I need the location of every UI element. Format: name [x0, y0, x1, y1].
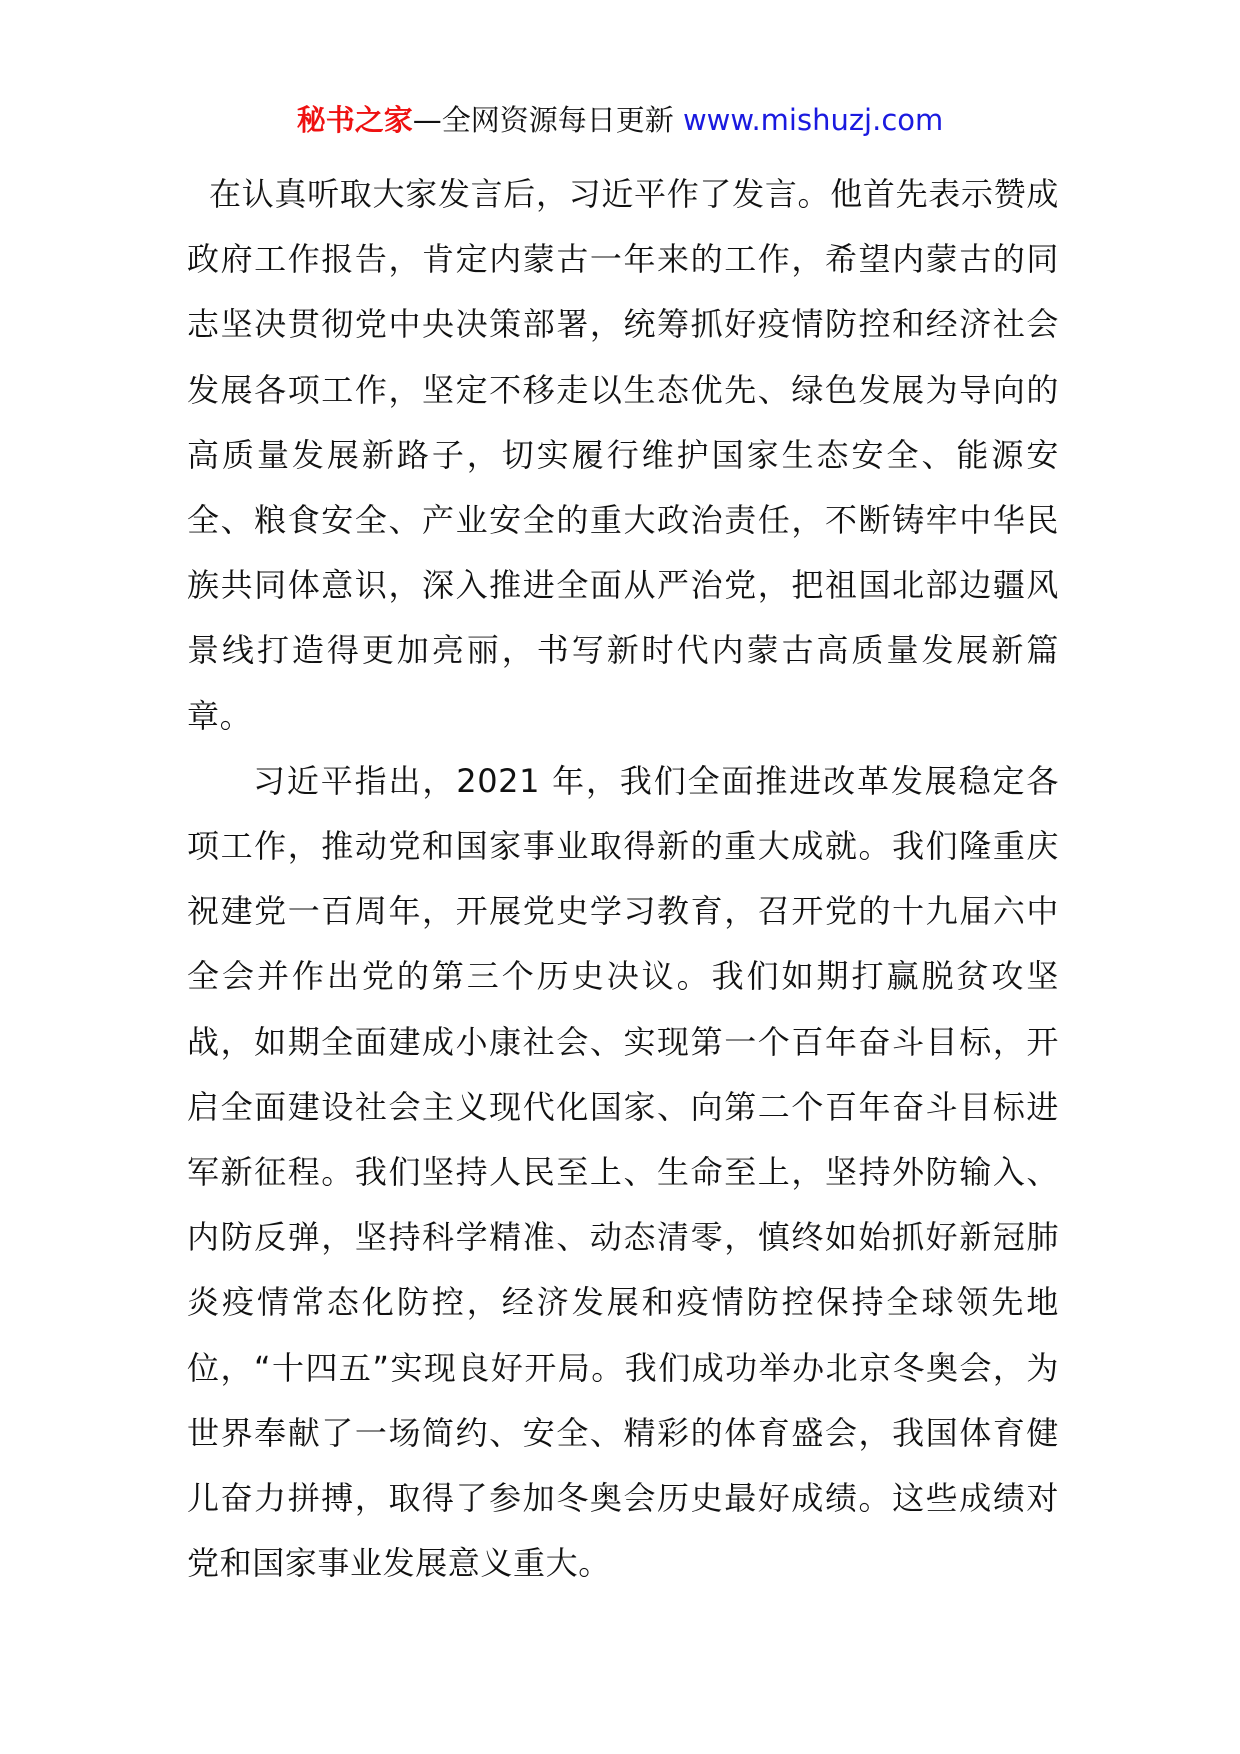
- website-link[interactable]: www.mishuzj.com: [682, 103, 944, 137]
- paragraph-1: 在认真听取大家发言后，习近平作了发言。他首先表示赞成政府工作报告，肯定内蒙古一年来的工作，希望内蒙古的同志坚决贯彻党中央决策部署，统筹抓好疫情防控和经济社会发展各项工作，坚定不移走以生态优先、绿色发展为导向的高质量发展新路子，切实履行维护国家生态安全、能源安全、粮食安全、产业安全的重大政治责任，不断铸牢中华民族共同体意识，深入推进全面从严治党，把祖国北部边疆风景线打造得更加亮丽，书写新时代内蒙古高质量发展新篇章。: [187, 175, 1059, 735]
- document-body: [187, 162, 1059, 1596]
- brand-name: 秘书之家: [296, 103, 413, 137]
- page-header: [0, 100, 1240, 140]
- paragraph-2: 习近平指出，2021 年，我们全面推进改革发展稳定各项工作，推动党和国家事业取得新的重大成就。我们隆重庆祝建党一百周年，开展党史学习教育，召开党的十九届六中全会并作出党的第三个历史决议。我们如期打赢脱贫攻坚战，如期全面建成小康社会、实现第一个百年奋斗目标，开启全面建设社会主义现代化国家、向第二个百年奋斗目标进军新征程。我们坚持人民至上、生命至上，坚持外防输入、内防反弹，坚持科学精准、动态清零，慎终如始抓好新冠肺炎疫情常态化防控，经济发展和疫情防控保持全球领先地位，“十四五”实现良好开局。我们成功举办北京冬奥会，为世界奉献了一场简约、安全、精彩的体育盛会，我国体育健儿奋力拼搏，取得了参加冬奥会历史最好成绩。这些成绩对党和国家事业发展意义重大。: [187, 761, 1059, 1583]
- header-slogan: —全网资源每日更新: [412, 103, 674, 137]
